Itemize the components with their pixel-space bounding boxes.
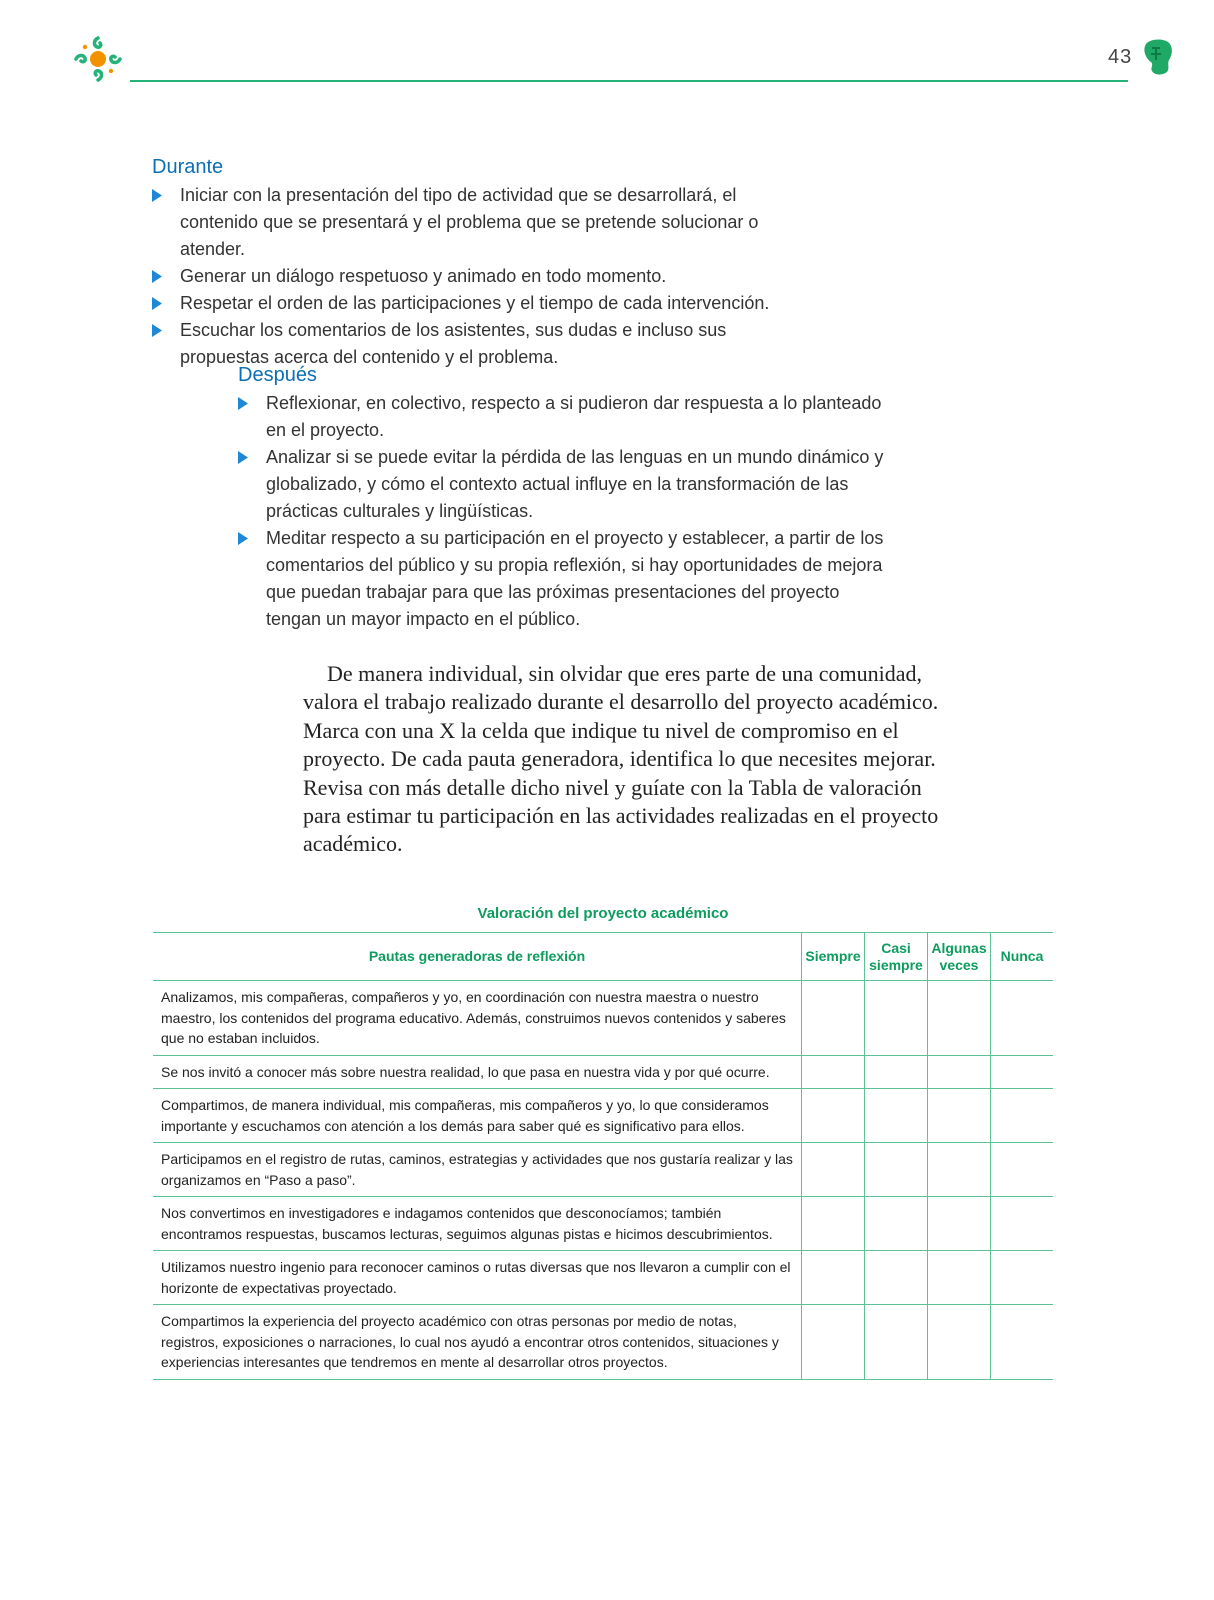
list-item-text: Iniciar con la presentación del tipo de actividad que se desarrollará, el contenido que se presentará y el problema que se pretende solucionar o atender. [180, 185, 759, 259]
statement-cell: Compartimos la experiencia del proyecto académico con otras personas por medio de notas, registros, exposiciones o narraciones, lo cual nos ayudó a encontrar otros contenidos, situaciones y experiencias interesantes que tendremos en mente al desarrollar otros proyectos. [153, 1305, 802, 1380]
list-item-text: Generar un diálogo respetuoso y animado en todo momento. [180, 266, 667, 286]
nunca-cell[interactable] [991, 1251, 1054, 1305]
nunca-cell[interactable] [991, 1197, 1054, 1251]
page-number: 43 [1108, 46, 1133, 68]
statement-cell: Analizamos, mis compañeras, compañeros y yo, en coordinación con nuestra maestra o nuestro maestro, los contenidos del programa educativo. Además, construimos nuevos contenidos y saberes que no estaban incluidos. [153, 981, 802, 1056]
triangle-bullet-icon [238, 532, 248, 545]
table-header-row [153, 933, 1053, 981]
durante-heading: Durante [152, 156, 224, 178]
list-item [238, 390, 898, 444]
siempre-cell[interactable] [802, 1251, 865, 1305]
header-divider [130, 80, 1128, 82]
triangle-bullet-icon [152, 270, 162, 283]
statement-cell: Se nos invitó a conocer más sobre nuestra realidad, lo que pasa en nuestra vida y por qué ocurre. [153, 1055, 802, 1089]
list-item [152, 317, 812, 371]
triangle-bullet-icon [152, 297, 162, 310]
casi-siempre-cell[interactable] [865, 1089, 928, 1143]
list-item-text: Respetar el orden de las participaciones y el tiempo de cada intervención. [180, 293, 770, 313]
header-pautas: Pautas generadoras de reflexión [153, 933, 802, 981]
list-item-text: Meditar respecto a su participación en el proyecto y establecer, a partir de los comentarios del público y su propia reflexión, si hay oportunidades de mejora que puedan trabajar para que las próximas presentaciones del proyecto tengan un mayor impacto en el público. [266, 528, 884, 629]
siempre-cell[interactable] [802, 1305, 865, 1380]
siempre-cell[interactable] [802, 1197, 865, 1251]
list-item [238, 444, 898, 525]
list-item [152, 290, 812, 317]
casi-siempre-cell[interactable] [865, 1143, 928, 1197]
algunas-veces-cell[interactable] [928, 1089, 991, 1143]
algunas-veces-cell[interactable] [928, 1055, 991, 1089]
triangle-bullet-icon [152, 324, 162, 337]
triangle-bullet-icon [238, 451, 248, 464]
despues-heading: Después [238, 364, 317, 386]
algunas-veces-cell[interactable] [928, 1305, 991, 1380]
list-item [238, 525, 898, 633]
list-item [152, 182, 812, 263]
table-row [153, 1251, 1053, 1305]
table-row [153, 1305, 1053, 1380]
list-item-text: Reflexionar, en colectivo, respecto a si pudieron dar respuesta a lo planteado en el proyecto. [266, 393, 882, 440]
table-row [153, 1143, 1053, 1197]
list-item-text: Analizar si se puede evitar la pérdida de las lenguas en un mundo dinámico y globalizado, y cómo el contexto actual influye en la transformación de las prácticas culturales y lingüísticas. [266, 447, 884, 521]
triangle-bullet-icon [152, 189, 162, 202]
table-row [153, 1197, 1053, 1251]
casi-siempre-cell[interactable] [865, 1251, 928, 1305]
casi-siempre-cell[interactable] [865, 1197, 928, 1251]
durante-list [152, 182, 812, 371]
casi-siempre-cell[interactable] [865, 1305, 928, 1380]
algunas-veces-cell[interactable] [928, 981, 991, 1056]
header-siempre: Siempre [802, 933, 865, 981]
table-row [153, 1055, 1053, 1089]
nunca-cell[interactable] [991, 1089, 1054, 1143]
green-figure-icon [1140, 38, 1174, 76]
casi-siempre-cell[interactable] [865, 981, 928, 1056]
header-casi-siempre: Casi siempre [865, 933, 928, 981]
siempre-cell[interactable] [802, 981, 865, 1056]
despues-list [238, 390, 898, 633]
siempre-cell[interactable] [802, 1089, 865, 1143]
statement-cell: Nos convertimos en investigadores e indagamos contenidos que desconocíamos; también encontramos respuestas, buscamos lecturas, seguimos algunas pistas e hicimos descubrimientos. [153, 1197, 802, 1251]
nunca-cell[interactable] [991, 1305, 1054, 1380]
siempre-cell[interactable] [802, 1055, 865, 1089]
flower-logo-icon [72, 34, 124, 84]
statement-cell: Utilizamos nuestro ingenio para reconocer caminos o rutas diversas que nos llevaron a cumplir con el horizonte de expectativas proyectado. [153, 1251, 802, 1305]
algunas-veces-cell[interactable] [928, 1197, 991, 1251]
casi-siempre-cell[interactable] [865, 1055, 928, 1089]
nunca-cell[interactable] [991, 1055, 1054, 1089]
table-row [153, 1089, 1053, 1143]
list-item [152, 263, 812, 290]
statement-cell: Participamos en el registro de rutas, caminos, estrategias y actividades que nos gustaría realizar y las organizamos en “Paso a paso”. [153, 1143, 802, 1197]
statement-cell: Compartimos, de manera individual, mis compañeras, mis compañeros y yo, lo que consideramos importante y escuchamos con atención a los demás para saber qué es significativo para ellos. [153, 1089, 802, 1143]
nunca-cell[interactable] [991, 1143, 1054, 1197]
table-row [153, 981, 1053, 1056]
algunas-veces-cell[interactable] [928, 1251, 991, 1305]
nunca-cell[interactable] [991, 981, 1054, 1056]
table-title: Valoración del proyecto académico [477, 905, 729, 922]
header-algunas-veces: Algunas veces [928, 933, 991, 981]
header-nunca: Nunca [991, 933, 1054, 981]
instructions-paragraph: De manera individual, sin olvidar que eres parte de una comunidad, valora el trabajo realizado durante el desarrollo del proyecto académico. Marca con una X la celda que indique tu nivel de compromiso en el proyecto. De cada pauta generadora, identifica lo que necesites mejorar. Revisa con más detalle dicho nivel y guíate con la Tabla de valoración para estimar tu participación en las actividades realizadas en el proyecto académico. [303, 661, 939, 857]
siempre-cell[interactable] [802, 1143, 865, 1197]
algunas-veces-cell[interactable] [928, 1143, 991, 1197]
list-item-text: Escuchar los comentarios de los asistentes, sus dudas e incluso sus propuestas acerca del contenido y el problema. [180, 320, 727, 367]
assessment-table [153, 932, 1053, 1380]
triangle-bullet-icon [238, 397, 248, 410]
